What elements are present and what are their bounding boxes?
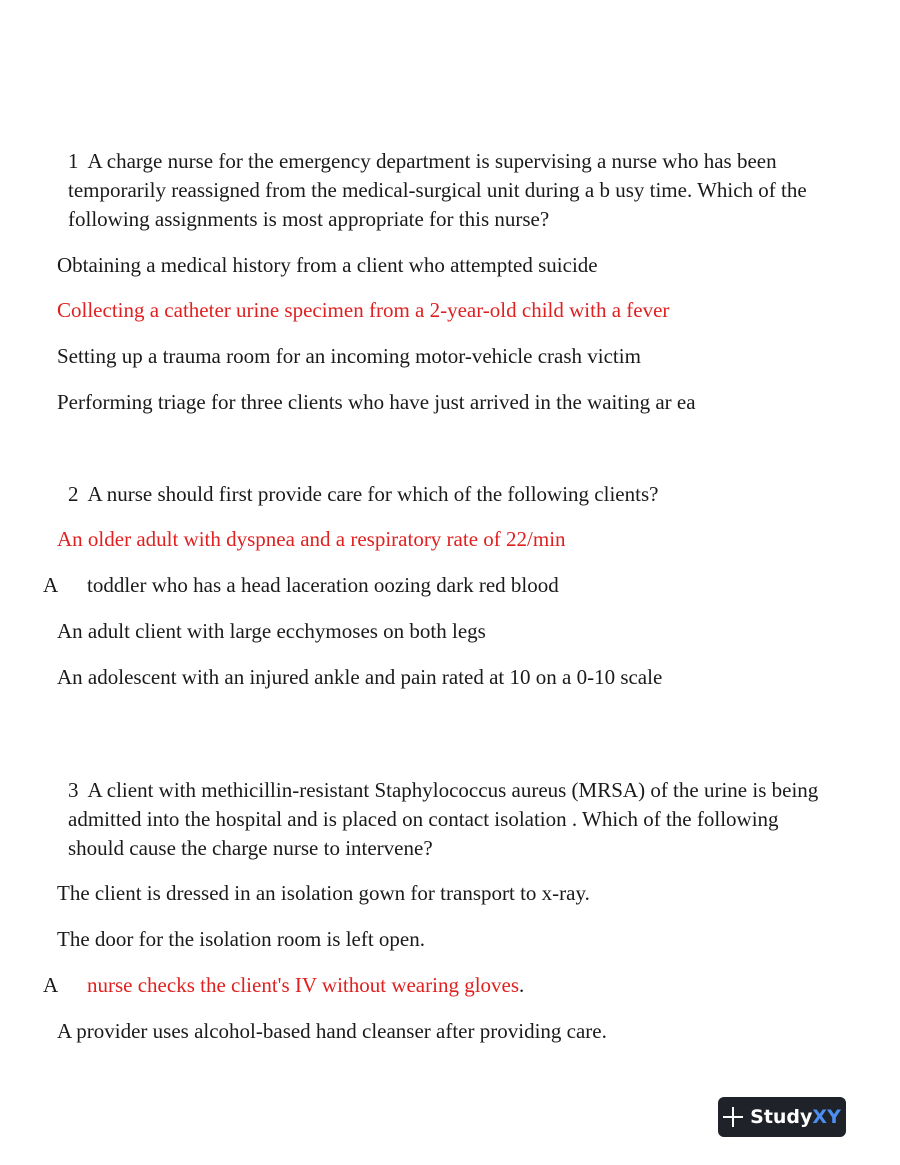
question-2-stem [68, 480, 838, 509]
question-1-option-4: Performing triage for three clients who have just arrived in the waiting ar ea [57, 390, 696, 414]
question-3-option-1: The client is dressed in an isolation gown for transport to x-ray. [57, 881, 590, 905]
plus-icon [723, 1107, 743, 1127]
question-2-option-2 [43, 572, 559, 598]
question-2-number: 2 [68, 482, 79, 506]
question-3-option-3-period: . [519, 973, 525, 997]
question-2-option-2-text: toddler who has a head laceration oozing dark red blood [87, 573, 559, 597]
question-3-text: A client with methicillin-resistant Staphylococcus aureus (MRSA) of the urine is being admitted into the hospital and is placed on contact isolation . Which of the following should cause the charge nurse to intervene? [68, 778, 819, 860]
logo-brand-accent: XY [812, 1106, 841, 1128]
question-3-option-2: The door for the isolation room is left open. [57, 927, 426, 951]
question-1-option-3: Setting up a trauma room for an incoming motor-vehicle crash victim [57, 344, 641, 368]
logo-brand-main: Study [750, 1106, 813, 1128]
question-1-option-1: Obtaining a medical history from a client who attempted suicide [57, 253, 598, 277]
question-2-option-3: An adult client with large ecchymoses on both legs [57, 619, 486, 643]
question-3-option-3-answer-text: nurse checks the client's IV without wearing gloves [87, 973, 520, 997]
studyxy-logo [718, 1097, 846, 1137]
question-3-option-4: A provider uses alcohol-based hand cleanser after providing care. [57, 1019, 607, 1043]
question-3-number: 3 [68, 778, 79, 802]
question-3-stem [68, 776, 838, 863]
question-2-text: A nurse should first provide care for which of the following clients? [87, 482, 659, 506]
question-2-option-2-lead: A [43, 573, 59, 597]
question-1-number: 1 [68, 149, 79, 173]
question-3-option-3-lead: A [43, 973, 59, 997]
question-1-stem [68, 147, 838, 234]
question-2-option-1-answer: An older adult with dyspnea and a respiratory rate of 22/min [57, 527, 566, 551]
question-2-option-4: An adolescent with an injured ankle and pain rated at 10 on a 0-10 scale [57, 665, 663, 689]
question-3-option-3 [43, 972, 524, 998]
question-1-text: A charge nurse for the emergency department is supervising a nurse who has been temporarily reassigned from the medical-surgical unit during a b usy time. Which of the following assignments is most appropriate for this nurse? [68, 149, 807, 231]
question-1-option-2-answer: Collecting a catheter urine specimen from a 2-year-old child with a fever [57, 298, 670, 322]
